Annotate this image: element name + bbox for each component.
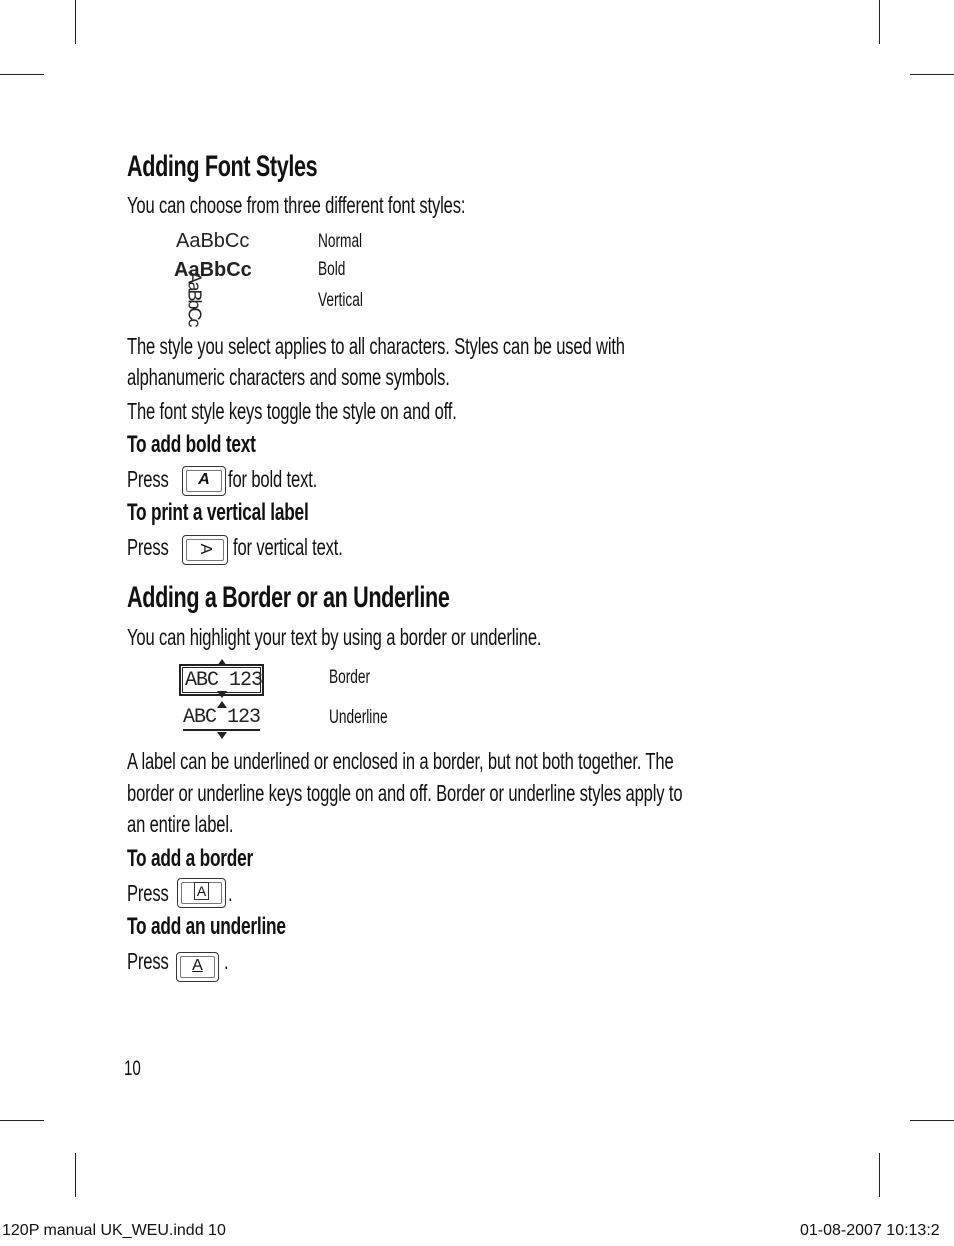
underline-sample-text: ABC 123 bbox=[183, 706, 261, 729]
bold-key-icon: A bbox=[182, 466, 226, 496]
underline-after-text: . bbox=[224, 948, 229, 974]
normal-sample: AaBbCc bbox=[176, 230, 250, 252]
bold-label: Bold bbox=[318, 259, 346, 280]
underline-key-icon: A bbox=[176, 952, 219, 982]
page-number: 10 bbox=[124, 1057, 141, 1080]
crop-mark bbox=[75, 1153, 76, 1197]
section-title-font-styles: Adding Font Styles bbox=[127, 150, 318, 183]
cursor-down-icon bbox=[217, 691, 227, 698]
style-paragraph-line-1: The style you select applies to all characters. Styles can be used with bbox=[127, 333, 625, 359]
section-title-border-underline: Adding a Border or an Underline bbox=[127, 581, 450, 614]
underline-label: Underline bbox=[329, 707, 388, 728]
cursor-down-icon bbox=[217, 732, 227, 739]
bold-press-text: Press bbox=[127, 466, 169, 492]
border-sample-text: ABC 123 bbox=[185, 669, 263, 692]
bold-sample: AaBbCc bbox=[174, 259, 252, 281]
vertical-label: Vertical bbox=[318, 290, 363, 311]
border-key-icon: A bbox=[177, 878, 226, 908]
underline-heading: To add an underline bbox=[127, 913, 286, 940]
footer-file-name: 120P manual UK_WEU.indd 10 bbox=[2, 1222, 226, 1239]
border-heading: To add a border bbox=[127, 845, 254, 872]
crop-mark bbox=[879, 0, 880, 44]
border-label: Border bbox=[329, 667, 371, 688]
border-after-text: . bbox=[228, 880, 233, 906]
crop-mark bbox=[75, 0, 76, 44]
border-paragraph-line-3: an entire label. bbox=[127, 811, 234, 837]
font-styles-intro: You can choose from three different font styles: bbox=[127, 192, 466, 218]
border-paragraph-line-1: A label can be underlined or enclosed in a border, but not both together. The bbox=[127, 748, 674, 774]
bold-after-text: for bold text. bbox=[228, 466, 318, 492]
underline-press-text: Press bbox=[127, 948, 169, 974]
vertical-after-text: for vertical text. bbox=[233, 534, 343, 560]
crop-mark bbox=[879, 1153, 880, 1197]
vertical-press-text: Press bbox=[127, 534, 169, 560]
crop-mark bbox=[0, 74, 44, 75]
crop-mark bbox=[910, 74, 954, 75]
vertical-sample: AaBbCc bbox=[184, 271, 205, 326]
crop-mark bbox=[910, 1120, 954, 1121]
footer-date: 01-08-2007 10:13:2 bbox=[800, 1222, 940, 1239]
vertical-key-icon: A bbox=[182, 535, 228, 565]
border-intro: You can highlight your text by using a border or underline. bbox=[127, 624, 542, 650]
border-press-text: Press bbox=[127, 880, 169, 906]
bold-heading: To add bold text bbox=[127, 431, 256, 458]
vertical-heading: To print a vertical label bbox=[127, 499, 309, 526]
cursor-up-icon bbox=[217, 659, 227, 666]
crop-mark bbox=[0, 1120, 44, 1121]
style-paragraph-line-2: alphanumeric characters and some symbols. bbox=[127, 364, 450, 390]
border-paragraph-line-2: border or underline keys toggle on and off. Border or underline styles apply to bbox=[127, 780, 683, 806]
normal-label: Normal bbox=[318, 231, 363, 252]
toggle-paragraph: The font style keys toggle the style on and off. bbox=[127, 398, 457, 424]
